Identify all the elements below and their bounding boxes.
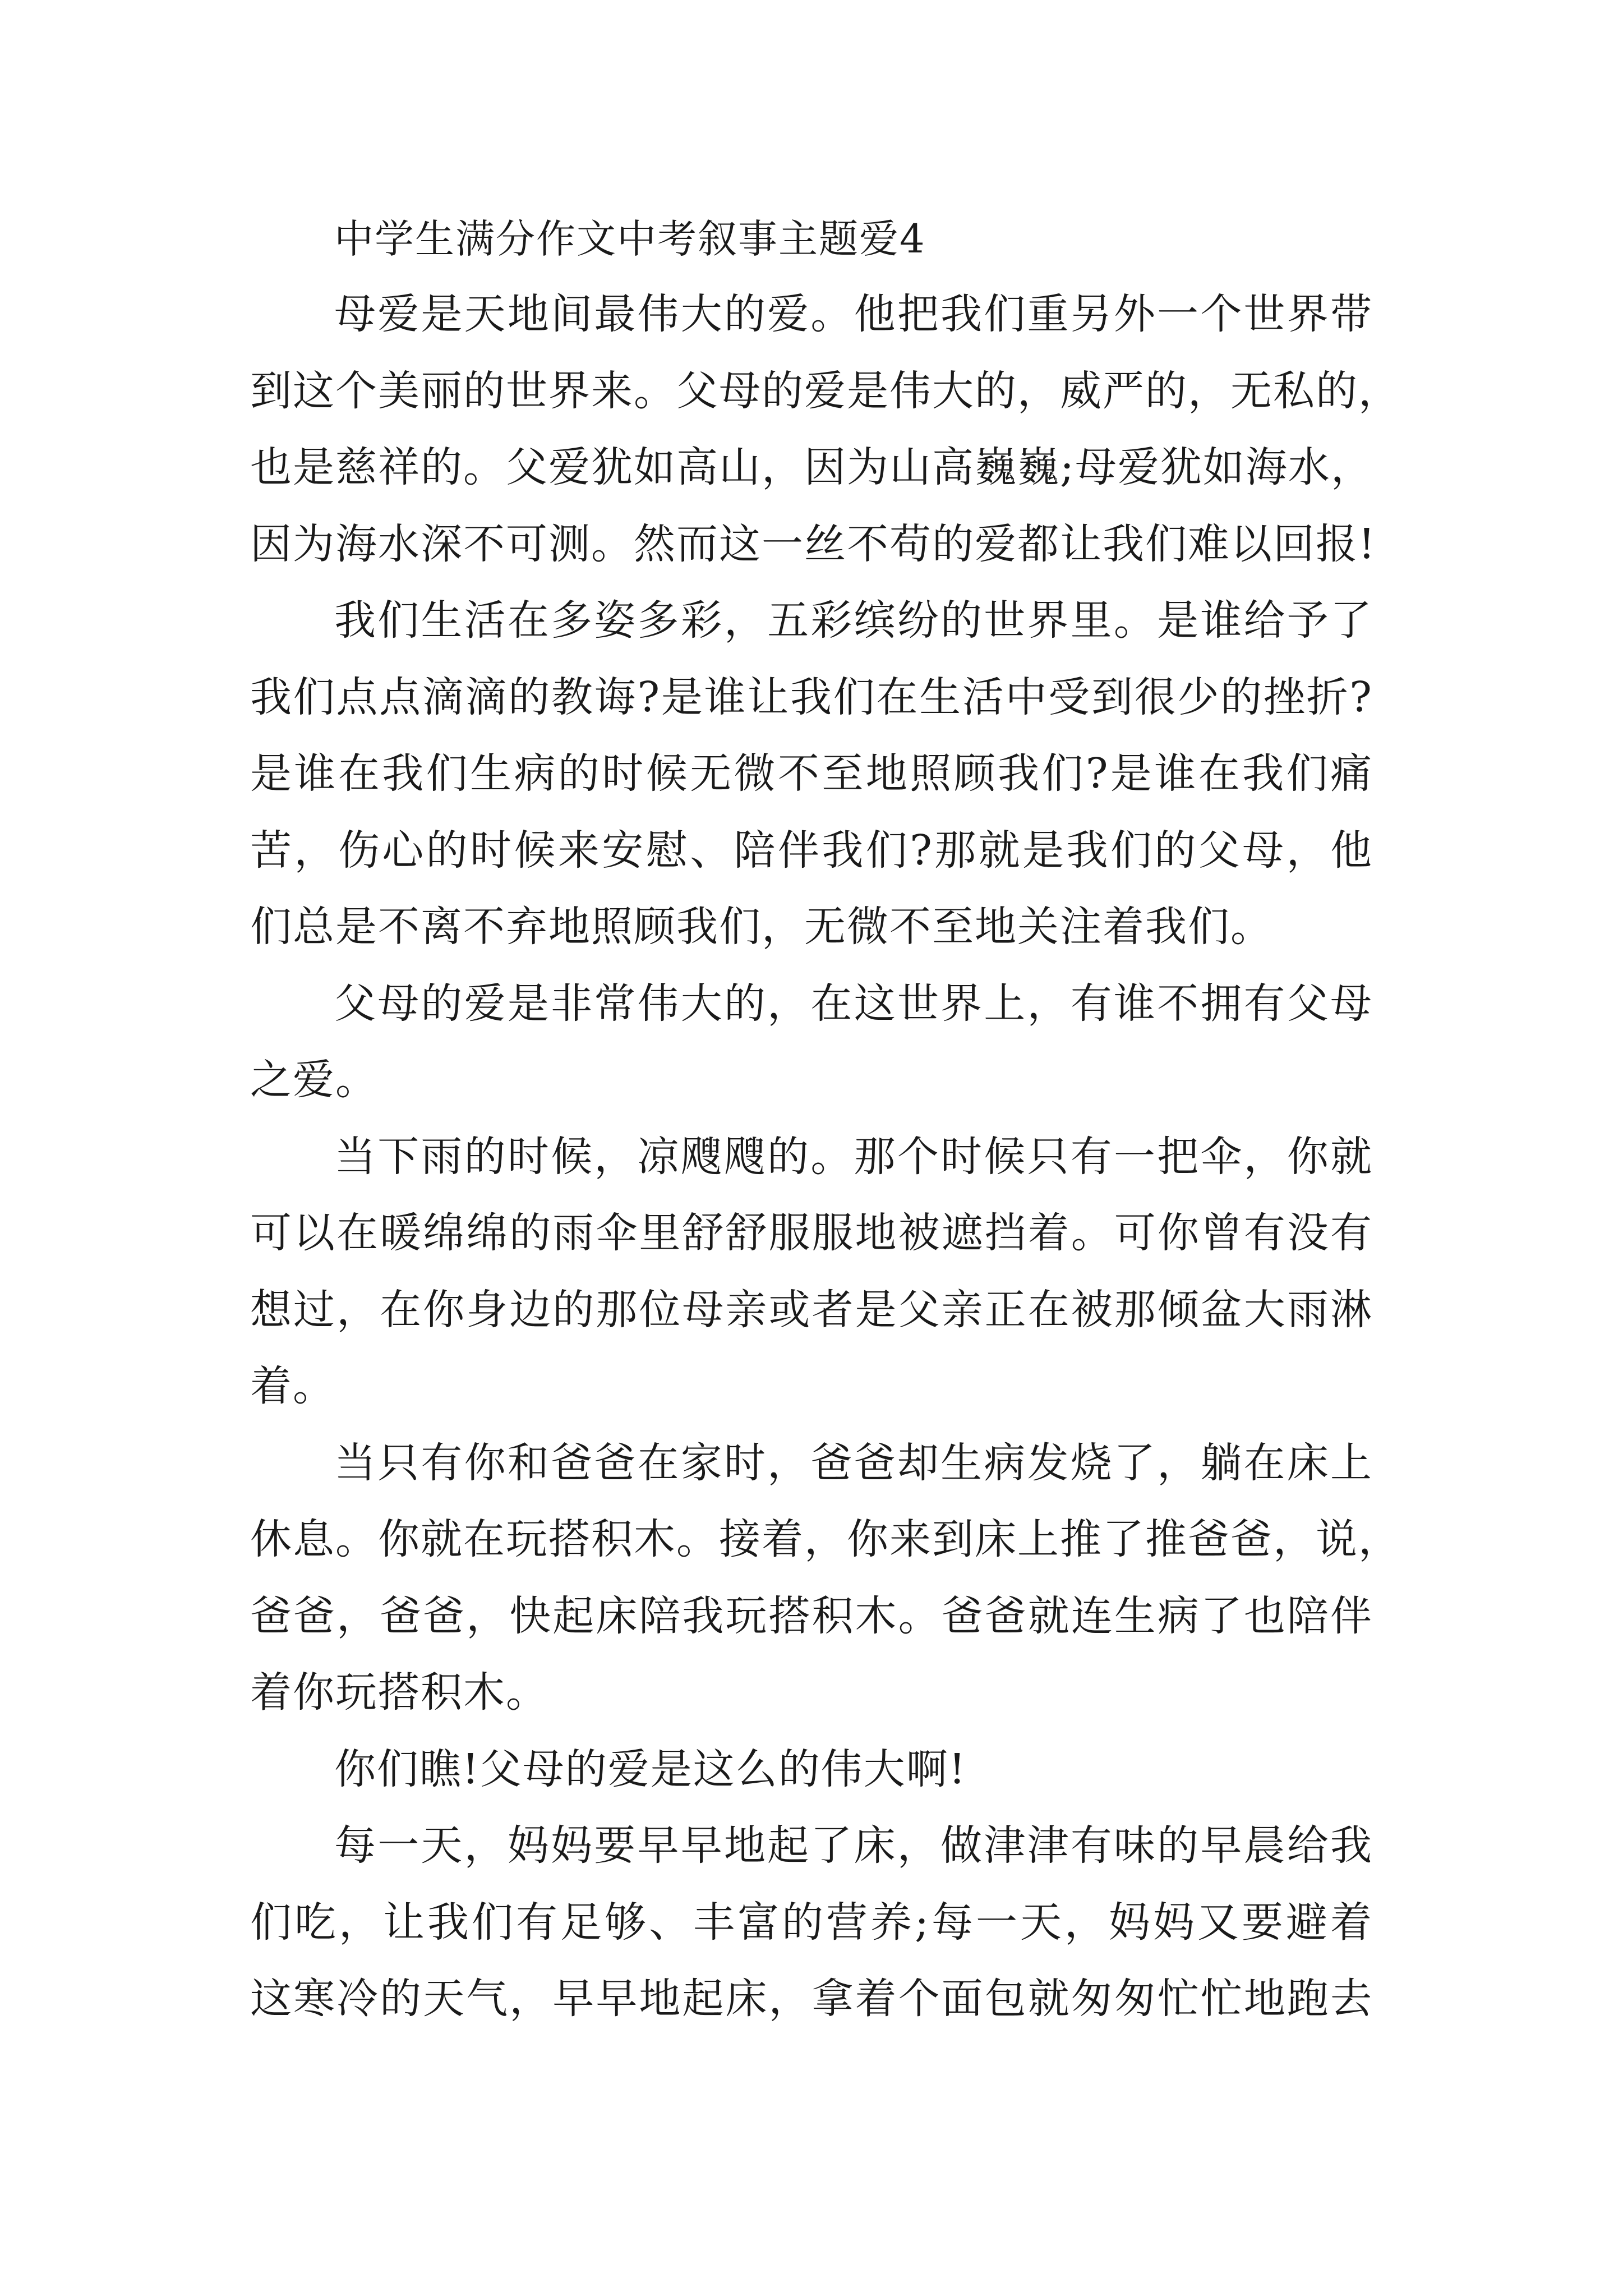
paragraph-line: 苦，伤心的时候来安慰、陪伴我们?那就是我们的父母，他 xyxy=(250,826,1373,875)
paragraph-line: 当下雨的时候，凉飕飕的。那个时候只有一把伞，你就 xyxy=(334,1132,1373,1181)
paragraph-line: 们吃，让我们有足够、丰富的营养;每一天，妈妈又要避着 xyxy=(250,1898,1373,1947)
paragraph-line: 母爱是天地间最伟大的爱。他把我们重另外一个世界带 xyxy=(334,290,1373,338)
paragraph-line: 也是慈祥的。父爱犹如高山，因为山高巍巍;母爱犹如海水， xyxy=(250,443,1373,491)
paragraph-line: 休息。你就在玩搭积木。接着，你来到床上推了推爸爸，说， xyxy=(250,1515,1401,1563)
paragraph-line: 着你玩搭积木。 xyxy=(250,1668,548,1717)
paragraph-line: 着。 xyxy=(250,1362,335,1410)
paragraph-line: 之爱。 xyxy=(250,1056,378,1104)
paragraph-line: 爸爸，爸爸，快起床陪我玩搭积木。爸爸就连生病了也陪伴 xyxy=(250,1591,1373,1640)
paragraph-line: 当只有你和爸爸在家时，爸爸却生病发烧了，躺在床上 xyxy=(334,1438,1373,1487)
paragraph-line: 因为海水深不可测。然而这一丝不苟的爱都让我们难以回报! xyxy=(250,519,1376,568)
paragraph-line: 们总是不离不弃地照顾我们，无微不至地关注着我们。 xyxy=(250,903,1273,951)
paragraph-line: 你们瞧!父母的爱是这么的伟大啊! xyxy=(334,1745,967,1793)
paragraph-line: 我们生活在多姿多彩，五彩缤纷的世界里。是谁给予了 xyxy=(334,596,1373,645)
paragraph-line: 父母的爱是非常伟大的，在这世界上，有谁不拥有父母 xyxy=(334,979,1373,1028)
paragraph-line: 这寒冷的天气，早早地起床，拿着个面包就匆匆忙忙地跑去 xyxy=(250,1975,1373,2023)
paragraph-line: 可以在暖绵绵的雨伞里舒舒服服地被遮挡着。可你曾有没有 xyxy=(250,1209,1373,1257)
document-body xyxy=(250,202,1401,2037)
paragraph xyxy=(250,1807,1373,2037)
paragraph xyxy=(250,1425,1401,1731)
paragraph xyxy=(250,276,1401,582)
paragraph-line: 到这个美丽的世界来。父母的爱是伟大的，威严的，无私的， xyxy=(250,366,1401,415)
paragraph xyxy=(250,965,1373,1119)
paragraph-line: 我们点点滴滴的教诲?是谁让我们在生活中受到很少的挫折? xyxy=(250,673,1373,721)
document-title: 中学生满分作文中考叙事主题爱4 xyxy=(334,216,926,262)
paragraph-list xyxy=(250,276,1401,2037)
paragraph-line: 是谁在我们生病的时候无微不至地照顾我们?是谁在我们痛 xyxy=(250,749,1373,798)
paragraph xyxy=(250,1119,1373,1425)
paragraph-line: 每一天，妈妈要早早地起了床，做津津有味的早晨给我 xyxy=(334,1821,1373,1870)
paragraph xyxy=(250,582,1373,965)
paragraph xyxy=(250,1731,1373,1808)
paragraph-line: 想过，在你身边的那位母亲或者是父亲正在被那倾盆大雨淋 xyxy=(250,1285,1373,1334)
